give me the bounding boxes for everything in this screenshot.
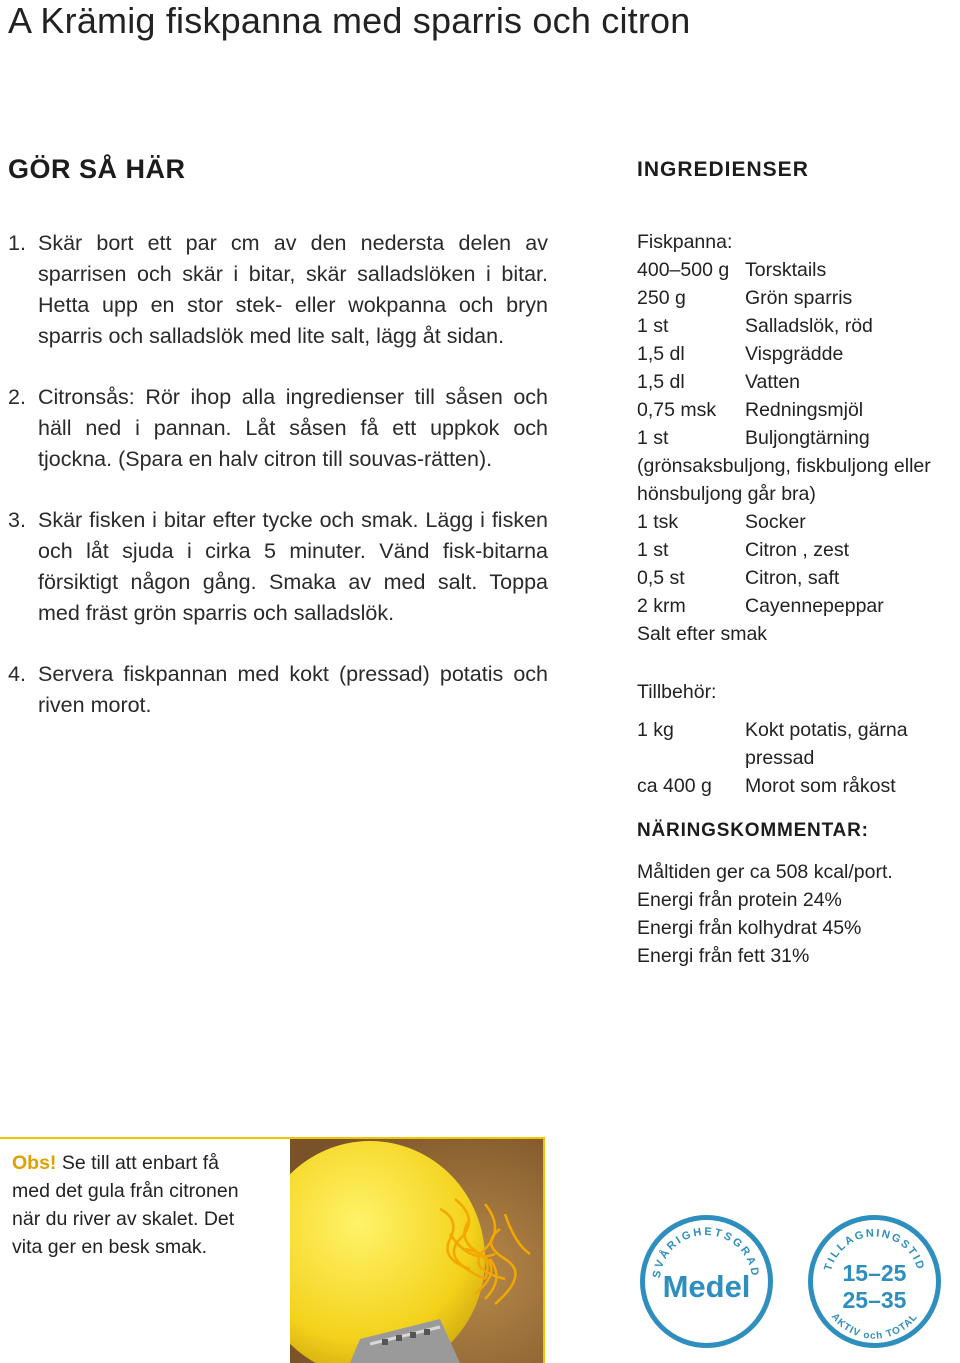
- difficulty-badge: [640, 1215, 773, 1348]
- ingredient-row: [637, 340, 957, 368]
- step-3: [8, 505, 548, 629]
- page-title: A Krämig fiskpanna med sparris och citron: [8, 0, 691, 41]
- step-number: 3.: [8, 508, 26, 532]
- nutrition-line: Måltiden ger ca 508 kcal/port.: [637, 861, 893, 883]
- ingredient-name: Salladslök, röd: [745, 315, 873, 337]
- ingredient-amount: 0,75 msk: [637, 399, 717, 421]
- ingredient-name: Morot som råkost: [745, 775, 896, 797]
- ingredient-row: [637, 508, 957, 536]
- ingredient-amount: 0,5 st: [637, 567, 685, 589]
- ingredient-row: [637, 284, 957, 312]
- step-1: [8, 228, 548, 352]
- fiskpanna-label: Fiskpanna:: [637, 231, 733, 253]
- salt-line: Salt efter smak: [637, 623, 768, 645]
- tip-body: Se till att enbart få med det gula från citronen när du river av skalet. Det vita ger en besk smak.: [12, 1152, 239, 1258]
- ingredient-amount: 1,5 dl: [637, 371, 685, 393]
- ingredient-amount: ca 400 g: [637, 775, 712, 797]
- ingredients-heading: INGREDIENSER: [637, 158, 809, 181]
- ingredient-amount: 2 krm: [637, 595, 686, 617]
- instructions-heading: GÖR SÅ HÄR: [8, 154, 186, 184]
- tip-text: [12, 1149, 242, 1261]
- ingredient-row: [637, 592, 957, 620]
- step-4: [8, 659, 548, 721]
- step-text: Citronsås: Rör ihop alla ingredienser till såsen och häll ned i pannan. Låt såsen få ett uppkok och tjockna. (Spara en halv citron till souvas-rätten).: [38, 385, 548, 471]
- ingredient-name: Vatten: [745, 371, 800, 393]
- time-arc-label: TILLAGNINGSTID: [822, 1227, 927, 1273]
- ingredient-amount: 1 st: [637, 539, 669, 561]
- ingredient-name: Cayennepeppar: [745, 595, 884, 617]
- buljong-note: hönsbuljong går bra): [637, 483, 816, 505]
- buljong-note: (grönsaksbuljong, fiskbuljong eller: [637, 455, 931, 477]
- nutrition-line: Energi från protein 24%: [637, 889, 842, 911]
- ingredient-row: [637, 256, 957, 284]
- ingredient-name: Grön sparris: [745, 287, 853, 309]
- difficulty-arc-label: SVÅRIGHETSGRAD: [650, 1225, 762, 1279]
- nutrition-line: Energi från fett 31%: [637, 945, 810, 967]
- ingredient-name: Redningsmjöl: [745, 399, 864, 421]
- ingredient-amount: 400–500 g: [637, 259, 730, 281]
- step-text: Skär fisken i bitar efter tycke och smak. Lägg i fisken och låt sjuda i cirka 5 minuter. Vänd fisk-bitarna försiktigt någon gång. Smaka av med salt. Toppa med fräst grön sparris och salladslök.: [38, 508, 548, 625]
- ingredient-name: Kokt potatis, gärna pressad: [745, 719, 908, 769]
- time-badge: [808, 1215, 941, 1348]
- time-active: 15–25: [842, 1260, 907, 1286]
- ingredient-row: [637, 396, 957, 424]
- step-text: Skär bort ett par cm av den nedersta delen av sparrisen och skär i bitar, skär salladslöken i bitar. Hetta upp en stor stek- eller wokpanna och bryn sparris och salladslök med lite salt, lägg åt sidan.: [38, 231, 548, 348]
- difficulty-value: Medel: [662, 1269, 751, 1304]
- lemon-zest-photo: [290, 1139, 543, 1363]
- step-number: 1.: [8, 231, 26, 255]
- ingredient-row: [637, 564, 957, 592]
- step-text: Servera fiskpannan med kokt (pressad) potatis och riven morot.: [38, 662, 548, 717]
- ingredient-row: [637, 368, 957, 396]
- ingredient-name: Citron , zest: [745, 539, 850, 561]
- step-number: 4.: [8, 662, 26, 686]
- nutrition-list: [637, 858, 893, 970]
- ingredient-amount: 1 st: [637, 427, 669, 449]
- ingredient-name: Torsktails: [745, 259, 827, 281]
- instruction-steps: [8, 228, 548, 751]
- ingredient-row: [637, 536, 957, 564]
- ingredient-name: Socker: [745, 511, 806, 533]
- tip-box: [0, 1137, 545, 1363]
- time-total: 25–35: [842, 1287, 907, 1313]
- tillbehor-label: Tillbehör:: [637, 681, 717, 703]
- step-2: [8, 382, 548, 475]
- ingredient-row: [637, 312, 957, 340]
- ingredient-amount: 1 kg: [637, 719, 674, 741]
- ingredient-row: [637, 424, 957, 452]
- tip-label: Obs!: [12, 1152, 57, 1174]
- ingredient-amount: 1 tsk: [637, 511, 679, 533]
- ingredient-name: Buljongtärning: [745, 427, 870, 449]
- ingredient-amount: 1,5 dl: [637, 343, 685, 365]
- nutrition-line: Energi från kolhydrat 45%: [637, 917, 862, 939]
- ingredients-list: [637, 228, 957, 648]
- ingredient-amount: 250 g: [637, 287, 686, 309]
- ingredient-name: Citron, saft: [745, 567, 840, 589]
- step-number: 2.: [8, 385, 26, 409]
- ingredient-amount: 1 st: [637, 315, 669, 337]
- tillbehor-list: [637, 678, 957, 800]
- nutrition-heading: NÄRINGSKOMMENTAR:: [637, 820, 869, 841]
- ingredient-name: Vispgrädde: [745, 343, 844, 365]
- time-arc-bottom-label: AKTIV och TOTAL: [828, 1311, 921, 1342]
- ingredient-row: [637, 772, 957, 800]
- ingredient-row: [637, 716, 957, 772]
